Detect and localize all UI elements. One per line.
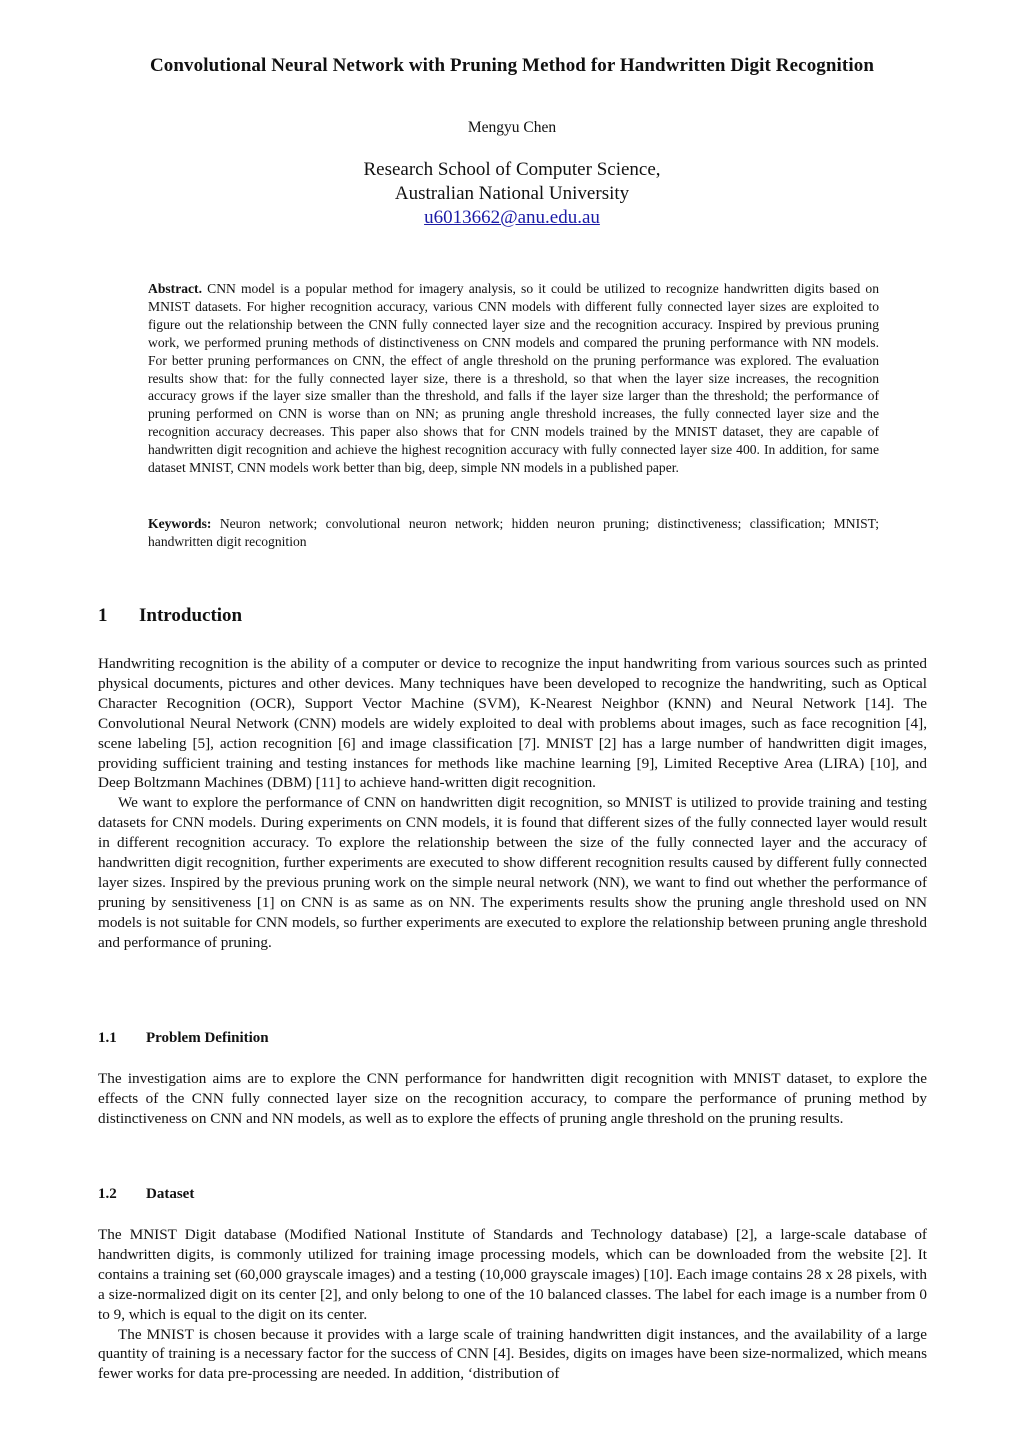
section-title: Introduction — [139, 605, 243, 626]
subsection-title: Problem Definition — [146, 1030, 269, 1046]
introduction-body — [98, 654, 927, 953]
subsection-title: Dataset — [146, 1186, 195, 1202]
affiliation-university: Australian National University — [394, 183, 630, 204]
keywords — [148, 515, 879, 551]
problem-definition-body — [98, 1069, 927, 1129]
keywords-text: Neuron network; convolutional neuron network; hidden neuron pruning; distinctiveness; classification; MNIST; handwritten digit recognition — [148, 516, 879, 549]
abstract-label: Abstract. — [148, 281, 202, 296]
subsection-number: 1.2 — [98, 1186, 117, 1202]
author-name: Mengyu Chen — [467, 119, 557, 136]
paragraph: The MNIST Digit database (Modified National Institute of Standards and Technology database) [2], a large-scale database of handwritten digits, is commonly utilized for training image processing models, which can be downloaded from the website [2]. It contains a training set (60,000 grayscale images) and a testing (10,000 grayscale images) [10]. Each image contains 28 x 28 pixels, with a size-normalized digit on its center [2], and only belong to one of the 10 balanced classes. The label for each image is a number from 0 to 9, which is equal to the digit on its center. — [98, 1226, 927, 1323]
paragraph: The investigation aims are to explore the CNN performance for handwritten digit recognition with MNIST dataset, to explore the effects of the CNN fully connected layer size on the recognition accuracy, to compare the performance of pruning method by distinctiveness on CNN and NN models, as well as to explore the effects of pruning angle threshold on the pruning results. — [98, 1070, 927, 1127]
subsection-heading-problem-definition — [98, 1030, 269, 1047]
abstract — [148, 280, 879, 477]
paragraph: We want to explore the performance of CNN on handwritten digit recognition, so MNIST is utilized to provide training and testing datasets for CNN models. During experiments on CNN models, it is found that different sizes of the fully connected layer would result in different recognition accuracy. To explore the relationship between the size of the fully connected layer and the accuracy of handwritten digit recognition, further experiments are executed to show different recognition results caused by different fully connected layer sizes. Inspired by the previous pruning work on the simple neural network (NN), we want to find out whether the performance of pruning by sensitiveness [1] on CNN is as same as on NN. The experiments results show the pruning angle threshold used on NN models is not suitable for CNN models, so further experiments are executed to explore the relationship between pruning angle threshold and performance of pruning. — [98, 794, 927, 951]
abstract-text: CNN model is a popular method for imagery analysis, so it could be utilized to recognize handwritten digits based on MNIST datasets. For higher recognition accuracy, various CNN models with different fully connected layer sizes are exploited to figure out the relationship between the CNN fully connected layer size and the recognition accuracy. Inspired by previous pruning work, we performed pruning methods of distinctiveness on CNN models and compared the pruning performance with NN models. For better pruning performances on CNN, the effect of angle threshold on the pruning performance was explored. The evaluation results show that: for the fully connected layer size, there is a threshold, so that when the layer size increases, the recognition accuracy grows if the layer size smaller than the threshold, and falls if the layer size larger than the threshold; the performance of pruning performed on CNN is worse than on NN; as pruning angle threshold increases, the fully connected layer size and the recognition accuracy decreases. This paper also shows that for CNN models trained by the MNIST dataset, they are capable of handwritten digit recognition and achieve the highest recognition accuracy with fully connected layer size 400. In addition, for same dataset MNIST, CNN models work better than big, deep, simple NN models in a published paper. — [148, 281, 879, 476]
affiliation — [0, 158, 1024, 230]
dataset-body — [98, 1225, 927, 1384]
paper-title: Convolutional Neural Network with Pruning Method for Handwritten Digit Recognition — [149, 55, 875, 76]
author-email-link[interactable]: u6013662@anu.edu.au — [424, 207, 600, 228]
subsection-heading-dataset — [98, 1186, 194, 1203]
section-number: 1 — [98, 605, 108, 626]
affiliation-school: Research School of Computer Science, — [363, 159, 661, 180]
paragraph: Handwriting recognition is the ability of a computer or device to recognize the input handwriting from various sources such as printed physical documents, pictures and other devices. Many techniques have been developed to recognize the handwriting, such as Optical Character Recognition (OCR), Support Vector Machine (SVM), K-Nearest Neighbor (KNN) and Neural Network [14]. The Convolutional Neural Network (CNN) models are widely exploited to deal with problems about images, such as face recognition [4], scene labeling [5], action recognition [6] and image classification [7]. MNIST [2] has a large number of handwritten digit images, providing sufficient training and testing instances for methods like machine learning [9], Limited Receptive Area (LIRA) [10], and Deep Boltzmann Machines (DBM) [11] to achieve hand-written digit recognition. — [98, 655, 927, 792]
section-heading-introduction — [98, 605, 242, 627]
paragraph: The MNIST is chosen because it provides with a large scale of training handwritten digit instances, and the availability of a large quantity of training is a necessary factor for the success of CNN [4]. Besides, digits on images have been size-normalized, which means fewer works for data pre-processing are needed. In addition, ‘distribution of — [98, 1325, 927, 1383]
subsection-number: 1.1 — [98, 1030, 117, 1046]
keywords-label: Keywords: — [148, 516, 212, 531]
